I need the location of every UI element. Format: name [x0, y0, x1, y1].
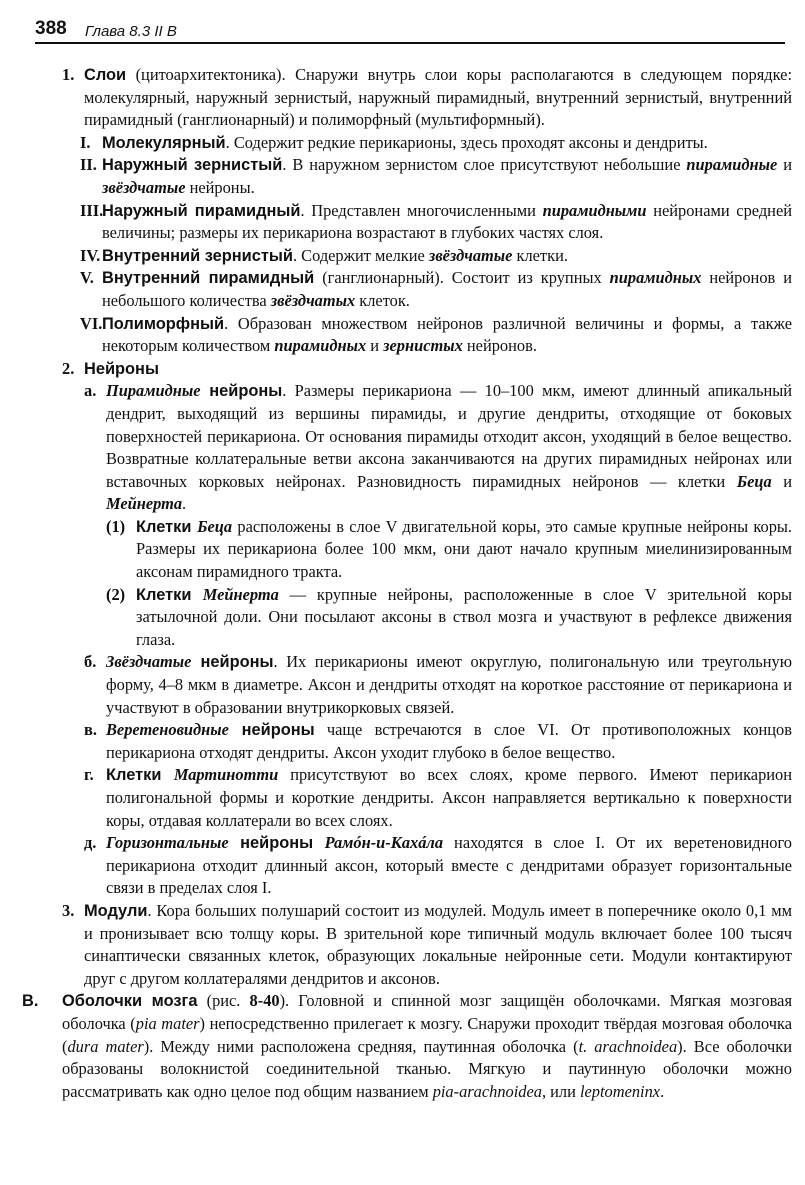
layer-1 [80, 132, 792, 155]
section-text: . [660, 1081, 665, 1101]
layer-number: III. [80, 200, 104, 220]
item-title: Клетки [106, 766, 174, 785]
section-text: ) непосредственно прилегает к мозгу. Снаружи проходит твёрдая мозговая оболочка ( [62, 1013, 792, 1056]
latin-term: leptomeninx [579, 1081, 661, 1101]
layer-3 [80, 200, 792, 245]
neuron-a [84, 380, 792, 516]
running-header [35, 16, 785, 44]
item-letter: б. [84, 652, 97, 672]
item-title: нейроны [191, 653, 274, 672]
item-text: присутствуют во всех слоях, кроме первого. Имеют перикарион полигональной формы и короткие дендриты. Аксон направляется вертикально к поверхности коры, отдавая коллатерали во всех слоях. [106, 765, 792, 830]
section-number: 2. [62, 358, 75, 378]
item-title: нейроны [200, 382, 283, 401]
term: зернистых [383, 336, 463, 356]
section-3-modules [62, 900, 792, 990]
layer-text: и [777, 155, 792, 175]
term: пирамидными [542, 200, 647, 220]
layer-text: (ганглионарный). Состоит из крупных [314, 268, 610, 288]
layer-text: клеток. [355, 290, 410, 310]
layer-text: . В наружном зернистом слое присутствуют небольшие [282, 155, 687, 175]
layer-title: Внутренний зернистый [102, 246, 293, 265]
item-number: (1) [106, 516, 126, 536]
layer-4 [80, 245, 792, 268]
section-text: . Кора больших полушарий состоит из модулей. Модуль имеет в поперечнике около 0,1 мм и пронизывает всю толщу коры. В зрительной коре типичный модуль включает более 100 тысяч синаптически связанных клеток, образующих локальные нейронные сети. Модули контактируют друг с другом коллатералями дендритов и аксонов. [84, 900, 792, 988]
section-1-layers [62, 64, 792, 132]
latin-term: dura mater [67, 1036, 144, 1056]
latin-term: t. arachnoidea [578, 1036, 678, 1056]
term: Рамóн-и-Кахáла [324, 833, 444, 853]
term: пирамидные [686, 155, 778, 175]
term: звёздчатых [270, 290, 356, 310]
neuron-d [84, 832, 792, 900]
figure-ref: 8-40 [249, 991, 280, 1011]
page-body [22, 64, 792, 1103]
section-text: ). Между ними расположена средняя, паутинная оболочка ( [143, 1036, 579, 1056]
layer-text: и [366, 336, 384, 356]
page-number: 388 [35, 18, 67, 39]
latin-term: pia-arachnoidea [432, 1081, 542, 1101]
section-text: (рис. [197, 991, 250, 1011]
item-title: Клетки [136, 517, 198, 536]
term: звёздчатые [428, 245, 513, 265]
layer-number: VI. [80, 313, 103, 333]
term: пирамидных [274, 336, 367, 356]
item-text: расположены в слое V двигательной коры, это самые крупные нейроны коры. Размеры их перикариона более 100 мкм, они дают начало крупным миелинизированным аксонам пирамидного тракта. [136, 516, 793, 582]
layer-number: IV. [80, 245, 101, 265]
layer-2 [80, 154, 792, 199]
neuron-v [84, 719, 792, 764]
item-text: . Размеры перикариона — 10–100 мкм, имеют длинный апикальный дендрит, выходящий из вершины пирамиды, и другие дендриты, отходящие от боковых поверхностей перикариона. От основания пирамиды отходит аксон, уходящий в белое вещество. Возвратные коллатеральные ветви аксона заканчиваются на других пирамидных нейронах или вставочных корковых нейронах. Разновидность пирамидных нейронов — клетки [106, 381, 792, 491]
item-text: чаще встречаются в слое VI. От противоположных концов перикариона отходят дендриты. Аксон уходит глубоко в белое вещество. [106, 720, 792, 762]
neuron-g [84, 764, 792, 832]
layer-title: Полиморфный [102, 314, 225, 333]
term: Мартинотти [173, 765, 279, 785]
layer-title: Наружный пирамидный [102, 201, 301, 220]
item-title: Клетки [136, 585, 203, 604]
item-letter: в. [84, 720, 97, 740]
item-title: нейроны [228, 834, 325, 853]
section-title: Слои [84, 66, 127, 84]
item-letter: д. [84, 833, 97, 853]
term: Веретеновидные [106, 720, 229, 740]
item-letter: г. [84, 765, 94, 785]
section-title: Оболочки мозга [62, 992, 198, 1011]
layer-6 [80, 313, 792, 358]
layer-number: II. [80, 155, 97, 175]
section-letter: B. [22, 992, 39, 1011]
term: Горизонтальные [106, 833, 229, 853]
layer-title: Внутренний пирамидный [102, 269, 315, 288]
layer-text: клетки. [512, 245, 568, 265]
neuron-a-2 [106, 584, 792, 652]
term: Мейнерта [202, 584, 279, 604]
term: Звёздчатые [106, 652, 192, 672]
layer-text: . Представлен многочисленными [300, 200, 543, 220]
term: пирамидных [609, 268, 702, 288]
chapter-label: Глава 8.3 II B [85, 23, 177, 40]
layer-text: нейроны. [185, 177, 255, 197]
neuron-b [84, 651, 792, 719]
section-title: Модули [84, 901, 148, 920]
latin-term: pia mater [135, 1013, 200, 1033]
section-text: , или [541, 1081, 580, 1101]
section-number: 1. [62, 65, 75, 84]
item-text: находятся в слое I. От их веретеновидного перикариона отходит длинный аксон, который вместе с дендритами образует горизонтальные связи в пределах слоя I. [106, 833, 792, 898]
layer-5 [80, 267, 792, 312]
section-text: (цитоархитектоника). Снаружи внутрь слои коры располагаются в следующем порядке: молекулярный, наружный зернистый, наружный пирамидный, внутренний зернистый, внутренний пирамидный (ганглионарный) и полиморфный (мультиформный). [84, 65, 792, 130]
section-b-meninges [22, 990, 792, 1103]
layer-text: . Содержит мелкие [292, 245, 429, 265]
item-title: нейроны [228, 721, 315, 740]
section-2-neurons [62, 358, 792, 381]
item-text: . Их перикарионы имеют округлую, полигональную или треугольную форму, 4–8 мкм в диаметре. Аксон и дендриты отходят на короткое расстояние от перикариона и участвуют в образовании внутрикорковых связей. [106, 652, 792, 717]
section-title: Нейроны [84, 359, 159, 378]
section-number: 3. [62, 900, 75, 920]
layer-number: I. [80, 132, 91, 152]
item-letter: а. [84, 381, 97, 401]
item-text: и [771, 471, 792, 491]
item-number: (2) [106, 584, 126, 604]
section-text: ). Все оболочки образованы волокнистой соединительной тканью. Мягкую и паутинную оболочки можно рассматривать как одно целое под общим названием [62, 1036, 792, 1101]
layer-text: . Содержит редкие перикарионы, здесь проходят аксоны и дендриты. [225, 132, 708, 152]
term: Беца [736, 471, 772, 491]
neuron-a-1 [106, 516, 792, 584]
layer-text: нейронов и небольшого количества [102, 268, 792, 310]
layer-text: . Образован множеством нейронов различной величины и формы, а также некоторым количеством [102, 313, 792, 356]
term: Беца [197, 516, 233, 536]
item-text: . [182, 494, 187, 514]
term: Пирамидные [106, 381, 201, 401]
layer-title: Наружный зернистый [102, 156, 283, 175]
layer-title: Молекулярный [102, 133, 226, 152]
term: звёздчатые [102, 177, 186, 197]
term: Мейнерта [106, 494, 183, 514]
section-text: ). Головной и спинной мозг защищён оболочками. Мягкая мозговая оболочка ( [62, 991, 792, 1033]
layer-number: V. [80, 268, 94, 288]
item-text: — крупные нейроны, расположенные в слое V зрительной коры затылочной доли. Они посылают аксоны в ствол мозга и участвуют в рефлексе движения глаза. [136, 584, 792, 649]
layer-text: нейронами средней величины; размеры их перикариона возрастают в глубоких частях слоя. [102, 200, 792, 243]
layer-text: нейронов. [462, 336, 537, 356]
